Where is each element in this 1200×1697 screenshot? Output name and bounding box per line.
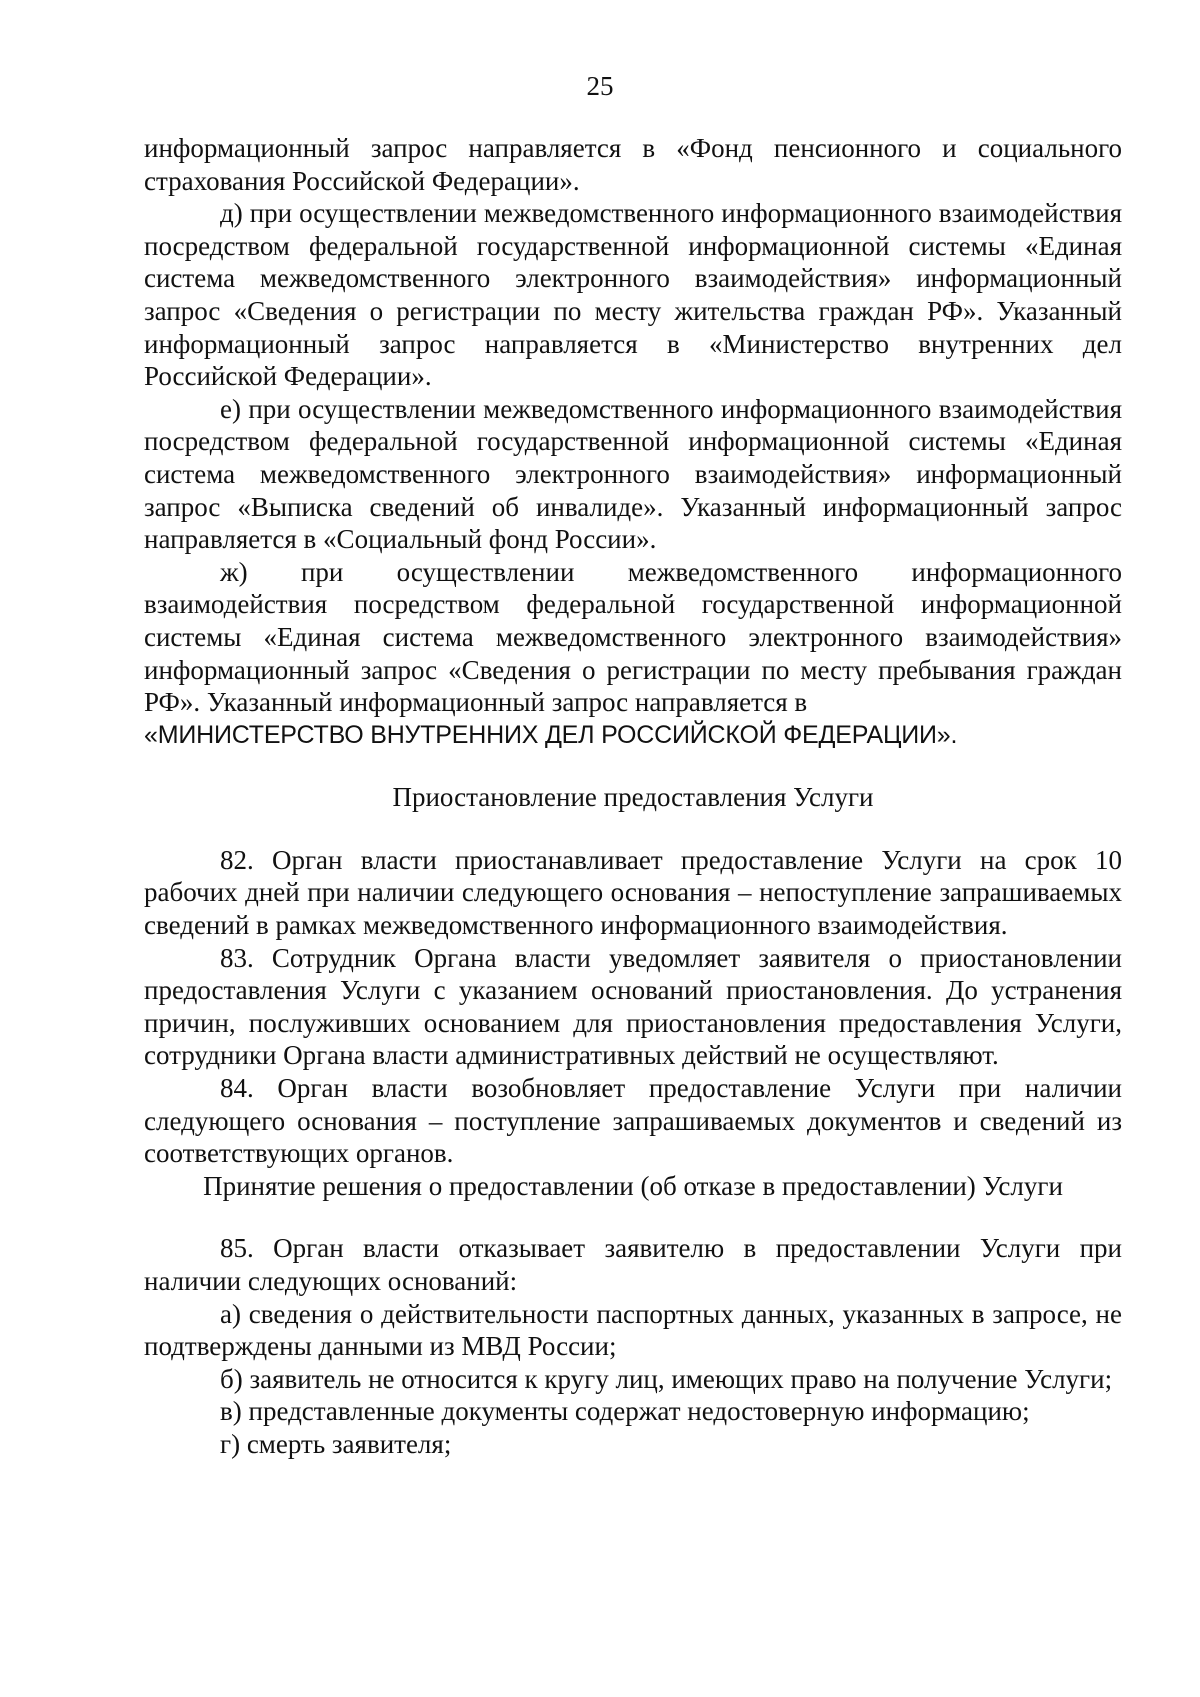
spacer <box>144 814 1122 844</box>
paragraph-83: 83. Сотрудник Органа власти уведомляет заявителя о приостановлении предоставления Услуги с указанием оснований приостановления. До устранения причин, послуживших основанием для приостановления предоставления Услуги, сотрудники Органа власти административных действий не осуществляют. <box>144 942 1122 1071</box>
paragraph-item-a: а) сведения о действительности паспортных данных, указанных в запросе, не подтверждены данными из МВД России; <box>144 1298 1122 1362</box>
document-body <box>144 132 1122 1461</box>
paragraph-continuation: информационный запрос направляется в «Фонд пенсионного и социального страхования Российской Федерации». <box>144 133 1122 196</box>
paragraph-item-e: е) при осуществлении межведомственного информационного взаимодействия посредством федеральной государственной информационной системы «Единая система межведомственного электронного взаимодействия» информационный запрос «Выписка сведений об инвалиде». Указанный информационный запрос направляется в «Социальный фонд России». <box>144 393 1122 555</box>
paragraph-item-zh: ж) при осуществлении межведомственного информационного взаимодействия посредством федеральной государственной информационной системы «Единая система межведомственного электронного взаимодействия» информационный запрос «Сведения о регистрации по месту пребывания граждан РФ». Указанный информационный запрос направляется в <box>144 556 1122 718</box>
paragraph-caps-line: «МИНИСТЕРСТВО ВНУТРЕННИХ ДЕЛ РОССИЙСКОЙ ФЕДЕРАЦИИ». <box>144 720 958 749</box>
section-heading-decision: Принятие решения о предоставлении (об отказе в предоставлении) Услуги <box>203 1170 1063 1201</box>
paragraph-85: 85. Орган власти отказывает заявителю в предоставлении Услуги при наличии следующих оснований: <box>144 1233 1122 1296</box>
paragraph-item-d: д) при осуществлении межведомственного информационного взаимодействия посредством федеральной государственной информационной системы «Единая система межведомственного электронного взаимодействия» информационный запрос «Сведения о регистрации по месту жительства граждан РФ». Указанный информационный запрос направляется в «Министерство внутренних дел Российской Федерации». <box>144 198 1122 392</box>
spacer <box>144 751 1122 781</box>
page-number: 25 <box>586 71 614 101</box>
spacer <box>144 1202 1122 1232</box>
section-heading-suspension: Приостановление предоставления Услуги <box>392 782 874 813</box>
paragraph-item-v: в) представленные документы содержат недостоверную информацию; <box>220 1396 1030 1427</box>
paragraph-82: 82. Орган власти приостанавливает предоставление Услуги на срок 10 рабочих дней при наличии следующего основания – непоступление запрашиваемых сведений в рамках межведомственного информационного взаимодействия. <box>144 844 1122 941</box>
paragraph-item-b: б) заявитель не относится к кругу лиц, имеющих право на получение Услуги; <box>220 1363 1113 1394</box>
paragraph-item-g: г) смерть заявителя; <box>220 1428 452 1459</box>
paragraph-84: 84. Орган власти возобновляет предоставление Услуги при наличии следующего основания – поступление запрашиваемых документов и сведений из соответствующих органов. <box>144 1073 1122 1169</box>
